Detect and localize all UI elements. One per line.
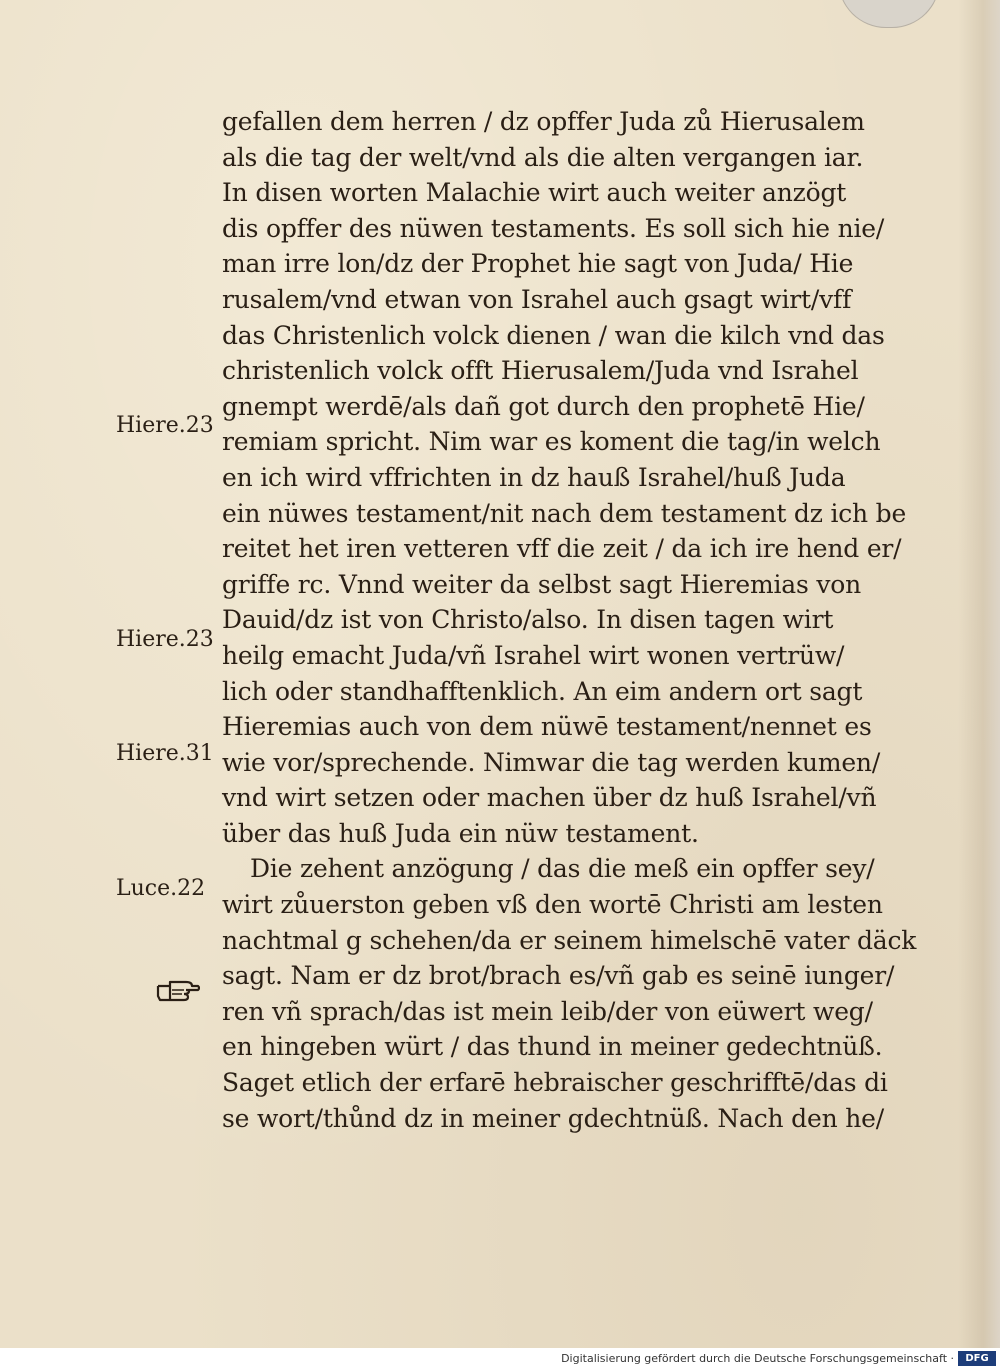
margin-note-hiere-23: Hiere.23	[116, 413, 214, 438]
text-line: ein nüwes testament/nit nach dem testament dz ich be	[222, 498, 907, 528]
text-line: wie vor/sprechende. Nimwar die tag werden kumen/	[222, 747, 881, 777]
dfg-logo: DFG	[958, 1351, 996, 1366]
text-line: wirt zůuerston geben vß den wortē Christi am lesten	[222, 890, 883, 920]
manicule-icon	[156, 976, 200, 1006]
text-line: das Christenlich volck dienen / wan die kilch vnd das	[222, 320, 885, 350]
main-text-block	[222, 104, 917, 1136]
text-line: nachtmal g schehen/da er seinem himelschē vater däck	[222, 925, 917, 955]
margin-note-hiere-31: Hiere.31	[116, 741, 214, 766]
text-line: In disen worten Malachie wirt auch weiter anzögt	[222, 178, 847, 208]
page-fold-tab	[838, 0, 940, 28]
footer-bar	[0, 1348, 1000, 1370]
text-line: Saget etlich der erfarē hebraischer geschrifftē/das di	[222, 1068, 888, 1098]
text-line: se wort/thůnd dz in meiner gdechtnüß. Nach den he/	[222, 1103, 884, 1133]
text-line: Dauid/dz ist von Christo/also. In disen tagen wirt	[222, 605, 834, 635]
text-line: gnempt werdē/als dañ got durch den prophetē Hie/	[222, 391, 865, 421]
funding-notice: Digitalisierung gefördert durch die Deutsche Forschungsgemeinschaft ·	[561, 1352, 954, 1365]
text-line: en ich wird vffrichten in dz hauß Israhel/huß Juda	[222, 462, 846, 492]
text-line: Hieremias auch von dem nüwē testament/nennet es	[222, 712, 872, 742]
text-line: ren vñ sprach/das ist mein leib/der von eüwert weg/	[222, 996, 873, 1026]
text-line: heilg emacht Juda/vñ Israhel wirt wonen vertrüw/	[222, 640, 845, 670]
text-line: als die tag der welt/vnd als die alten vergangen iar.	[222, 142, 864, 172]
text-line: remiam spricht. Nim war es koment die tag/in welch	[222, 427, 881, 457]
text-line: Die zehent anzögung / das die meß ein opffer sey/	[250, 854, 875, 884]
text-line: reitet het iren vetteren vff die zeit / da ich ire hend er/	[222, 534, 902, 564]
text-line: vnd wirt setzen oder machen über dz huß Israhel/vñ	[222, 783, 877, 813]
margin-note-luce-22: Luce.22	[116, 876, 206, 901]
text-line: lich oder standhafftenklich. An eim andern ort sagt	[222, 676, 863, 706]
text-line: christenlich volck offt Hierusalem/Juda vnd Israhel	[222, 356, 859, 386]
text-line: sagt. Nam er dz brot/brach es/vñ gab es seinē iunger/	[222, 961, 895, 991]
text-line: dis opffer des nüwen testaments. Es soll sich hie nie/	[222, 213, 885, 243]
text-line: en hingeben würt / das thund in meiner gedechtnüß.	[222, 1032, 883, 1062]
text-line: über das huß Juda ein nüw testament.	[222, 818, 699, 848]
margin-note-hiere-23-second: Hiere.23	[116, 627, 214, 652]
text-line: gefallen dem herren / dz opffer Juda zů Hierusalem	[222, 107, 865, 136]
text-line: griffe rc. Vnnd weiter da selbst sagt Hieremias von	[222, 569, 862, 599]
text-line: man irre lon/dz der Prophet hie sagt von Juda/ Hie	[222, 249, 854, 279]
text-line: rusalem/vnd etwan von Israhel auch gsagt wirt/vff	[222, 284, 852, 314]
